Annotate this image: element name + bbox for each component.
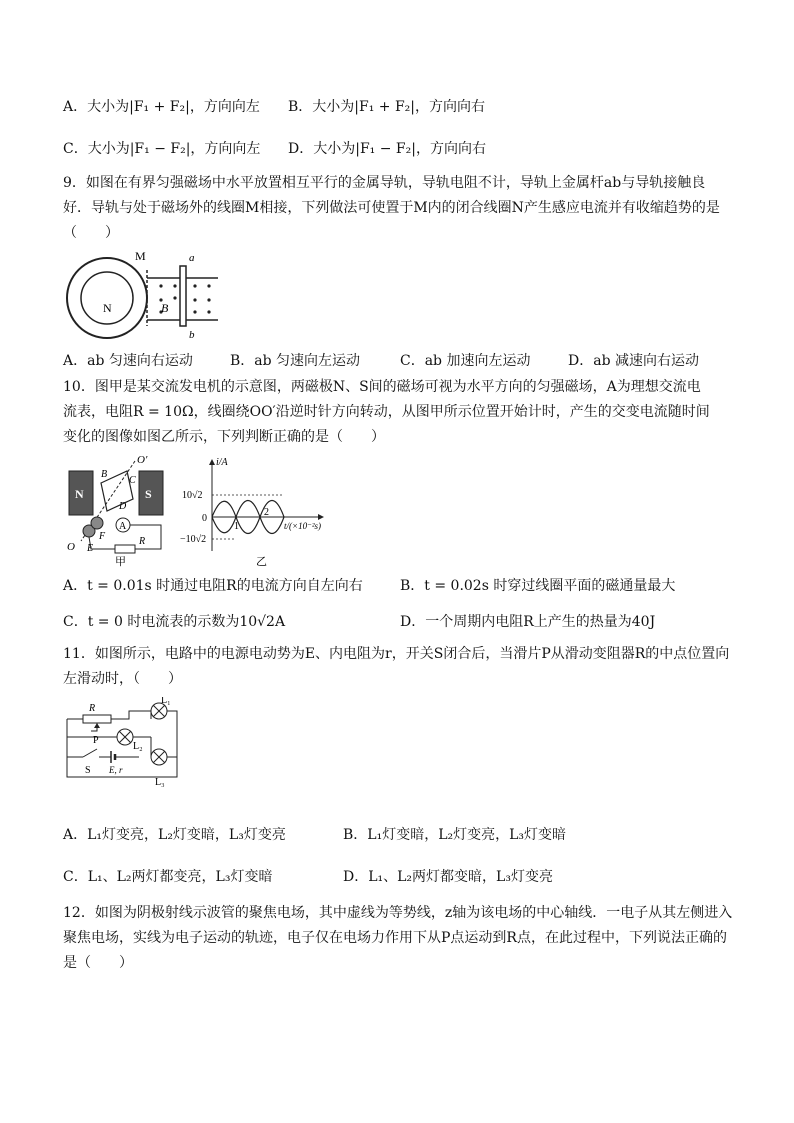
svg-text:B: B bbox=[101, 469, 108, 480]
q10-stem-line-1: 10．图甲是某交流发电机的示意图，两磁极N、S间的磁场可视为水平方向的匀强磁场，A为理想交流电 bbox=[63, 379, 701, 395]
q11-figure-circuit bbox=[63, 697, 183, 787]
svg-text:C: C bbox=[129, 475, 136, 486]
q8-option-b[interactable]: B．大小为|F₁ + F₂|，方向向右 bbox=[288, 99, 486, 115]
q10-caption-left: 甲 bbox=[115, 556, 126, 568]
q12-stem-line-2: 聚焦电场，实线为电子运动的轨迹，电子仅在电场力作用下从P点运动到R点，在此过程中，下列说法正确的 bbox=[63, 930, 727, 946]
svg-text:2: 2 bbox=[264, 507, 269, 518]
svg-text:A: A bbox=[119, 521, 127, 532]
svg-text:E, r: E, r bbox=[109, 765, 123, 775]
q10-caption-right: 乙 bbox=[256, 556, 267, 568]
svg-text:L₁: L₁ bbox=[161, 697, 171, 706]
svg-text:t/(×10⁻²s): t/(×10⁻²s) bbox=[284, 521, 322, 531]
q10-option-b[interactable]: B．t = 0.02s 时穿过线圈平面的磁通量最大 bbox=[400, 578, 676, 594]
q8-option-a[interactable]: A．大小为|F₁ + F₂|，方向向左 bbox=[63, 99, 260, 115]
q9-stem-line-2: 好．导轨与处于磁场外的线圈M相接，下列做法可使置于M内的闭合线圈N产生感应电流并有收缩趋势的是 bbox=[63, 200, 720, 216]
q11-option-b[interactable]: B．L₁灯变暗，L₂灯变亮，L₃灯变暗 bbox=[343, 827, 567, 843]
q12-stem-line-3: 是（ ） bbox=[63, 955, 133, 971]
q9-label-m: M bbox=[135, 249, 146, 263]
svg-text:F: F bbox=[99, 531, 106, 542]
svg-text:E: E bbox=[87, 543, 94, 554]
svg-text:O′: O′ bbox=[137, 454, 148, 466]
svg-text:−10√2: −10√2 bbox=[180, 534, 207, 545]
svg-text:O: O bbox=[67, 541, 75, 553]
q10-option-a[interactable]: A．t = 0.01s 时通过电阻R的电流方向自左向右 bbox=[63, 578, 363, 594]
q9-stem-line-3: （ ） bbox=[63, 225, 119, 241]
svg-text:i/A: i/A bbox=[216, 457, 228, 468]
q9-option-d[interactable]: D．ab 减速向右运动 bbox=[568, 353, 699, 369]
q11-option-a[interactable]: A．L₁灯变亮，L₂灯变暗，L₃灯变亮 bbox=[63, 827, 286, 843]
q10-stem-line-2: 流表，电阻R = 10Ω，线圈绕OO′沿逆时针方向转动，从图甲所示位置开始计时，产生的交变电流随时间 bbox=[63, 404, 710, 420]
svg-text:R: R bbox=[89, 703, 96, 714]
q10-label-n-pole: N bbox=[75, 487, 84, 501]
q10-figure-current-graph bbox=[180, 453, 335, 568]
q11-stem-line-1: 11．如图所示，电路中的电源电动势为E、内电阻为r，开关S闭合后，当滑片P从滑动变阻器R的中点位置向 bbox=[63, 646, 730, 662]
q9-figure-coil-rails bbox=[63, 248, 223, 343]
q9-label-a: a bbox=[189, 252, 195, 264]
q9-label-b-field: B bbox=[161, 301, 169, 315]
q9-label-n: N bbox=[103, 301, 112, 315]
q9-option-b[interactable]: B．ab 匀速向左运动 bbox=[230, 353, 361, 369]
svg-text:0: 0 bbox=[202, 513, 207, 524]
svg-text:L₃: L₃ bbox=[155, 777, 165, 787]
q10-option-d[interactable]: D．一个周期内电阻R上产生的热量为40J bbox=[400, 614, 656, 630]
q8-option-d[interactable]: D．大小为|F₁ − F₂|，方向向右 bbox=[288, 141, 486, 157]
q10-label-s-pole: S bbox=[145, 487, 152, 501]
q8-option-c[interactable]: C．大小为|F₁ − F₂|，方向向左 bbox=[63, 141, 261, 157]
q9-option-c[interactable]: C．ab 加速向左运动 bbox=[400, 353, 531, 369]
svg-text:S: S bbox=[85, 765, 91, 776]
svg-text:P: P bbox=[93, 735, 99, 746]
q9-stem-line-1: 9．如图在有界匀强磁场中水平放置相互平行的金属导轨，导轨电阻不计，导轨上金属杆ab与导轨接触良 bbox=[63, 175, 706, 191]
q10-option-c[interactable]: C．t = 0 时电流表的示数为10√2A bbox=[63, 614, 286, 630]
svg-text:1: 1 bbox=[234, 521, 239, 532]
q12-stem-line-1: 12．如图为阴极射线示波管的聚焦电场，其中虚线为等势线，z轴为该电场的中心轴线．一电子从其左侧进入 bbox=[63, 905, 733, 921]
q10-figure-generator bbox=[63, 453, 178, 568]
svg-text:L₂: L₂ bbox=[133, 741, 143, 752]
q9-option-a[interactable]: A．ab 匀速向右运动 bbox=[63, 353, 193, 369]
svg-text:R: R bbox=[139, 536, 146, 547]
q11-stem-line-2: 左滑动时，（ ） bbox=[63, 671, 182, 687]
q11-option-c[interactable]: C．L₁、L₂两灯都变亮，L₃灯变暗 bbox=[63, 869, 273, 885]
svg-text:10√2: 10√2 bbox=[182, 490, 203, 501]
q9-label-b: b bbox=[189, 329, 195, 341]
q10-stem-line-3: 变化的图像如图乙所示，下列判断正确的是（ ） bbox=[63, 429, 385, 445]
q11-option-d[interactable]: D．L₁、L₂两灯都变暗，L₃灯变亮 bbox=[343, 869, 553, 885]
svg-text:D: D bbox=[119, 501, 127, 512]
